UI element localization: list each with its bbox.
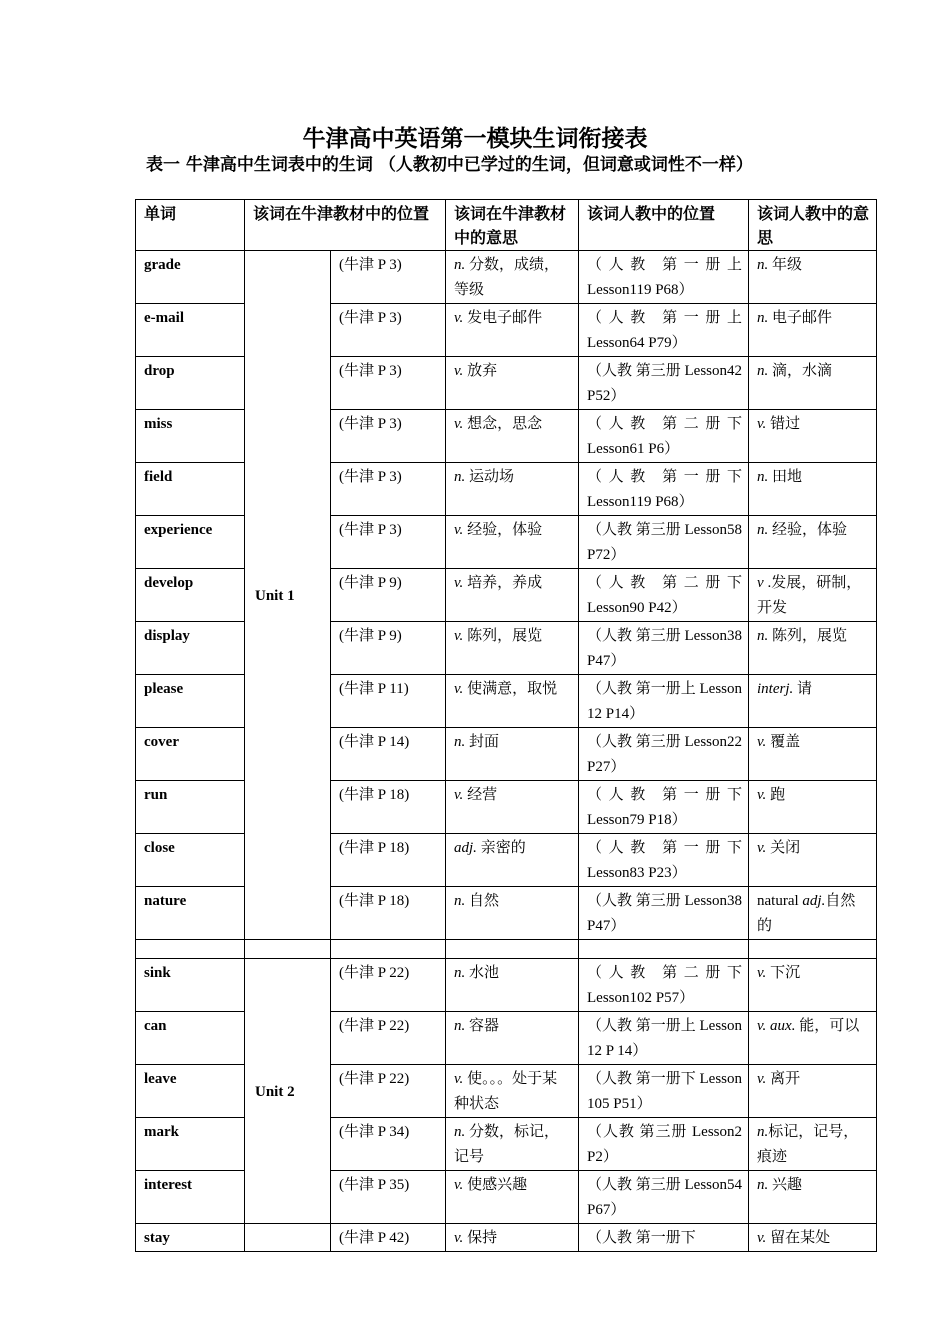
oxford-location-cell: (牛津 P 18) xyxy=(331,834,446,887)
pep-location-cell: （人教 第三册 Lesson54 P67） xyxy=(579,1171,749,1224)
part-of-speech: v. xyxy=(454,575,464,591)
oxford-location-cell: (牛津 P 3) xyxy=(331,251,446,304)
empty-cell xyxy=(579,940,749,959)
pep-meaning-cell xyxy=(749,1118,877,1171)
part-of-speech: n. xyxy=(454,1124,466,1140)
related-word: natural xyxy=(757,893,803,909)
part-of-speech: n. xyxy=(757,257,769,273)
pep-meaning-cell xyxy=(749,251,877,304)
oxford-location-cell: (牛津 P 14) xyxy=(331,728,446,781)
meaning-text: 运动场 xyxy=(465,469,515,485)
word-cell: drop xyxy=(136,357,245,410)
oxford-meaning-cell xyxy=(446,1118,579,1171)
meaning-text: 保持 xyxy=(463,1230,498,1246)
part-of-speech: v. xyxy=(454,522,464,538)
part-of-speech: v. xyxy=(454,681,464,697)
meaning-text: 分数，标记，记号 xyxy=(454,1124,560,1165)
meaning-text: 经验，体验 xyxy=(768,522,848,538)
empty-cell xyxy=(331,940,446,959)
oxford-meaning-cell xyxy=(446,410,579,463)
part-of-speech: n. xyxy=(454,965,466,981)
part-of-speech: adj. xyxy=(802,893,826,909)
meaning-text: 分数，成绩，等级 xyxy=(454,257,560,298)
meaning-text: 放弃 xyxy=(463,363,498,379)
part-of-speech: n. xyxy=(454,1018,466,1034)
part-of-speech: n. xyxy=(454,257,466,273)
table-body xyxy=(136,251,877,1252)
meaning-text: 覆盖 xyxy=(766,734,801,750)
oxford-meaning-cell xyxy=(446,1224,579,1252)
pep-meaning-cell xyxy=(749,781,877,834)
oxford-location-cell: (牛津 P 18) xyxy=(331,887,446,940)
pep-meaning-cell xyxy=(749,728,877,781)
table-row xyxy=(136,1224,877,1252)
part-of-speech: v. xyxy=(454,1177,464,1193)
word-cell: close xyxy=(136,834,245,887)
word-cell: develop xyxy=(136,569,245,622)
pep-location-cell: （人教 第三册 Lesson2 P2） xyxy=(579,1118,749,1171)
part-of-speech: n. xyxy=(757,628,769,644)
oxford-location-cell: (牛津 P 3) xyxy=(331,516,446,569)
word-cell: run xyxy=(136,781,245,834)
oxford-meaning-cell xyxy=(446,463,579,516)
header-pep-meaning: 该词人教中的意思 xyxy=(749,200,877,251)
oxford-meaning-cell xyxy=(446,516,579,569)
pep-location-cell: （人教 第三册 Lesson22 P27） xyxy=(579,728,749,781)
part-of-speech: v xyxy=(757,575,764,591)
part-of-speech: n. xyxy=(757,469,769,485)
meaning-text: 电子邮件 xyxy=(768,310,833,326)
pep-meaning-cell xyxy=(749,622,877,675)
oxford-location-cell: (牛津 P 22) xyxy=(331,959,446,1012)
part-of-speech: v. xyxy=(454,1230,464,1246)
word-cell: miss xyxy=(136,410,245,463)
pep-location-cell: （人教 第三册 Lesson38 P47） xyxy=(579,887,749,940)
oxford-meaning-cell xyxy=(446,357,579,410)
oxford-meaning-cell xyxy=(446,834,579,887)
word-cell: mark xyxy=(136,1118,245,1171)
pep-meaning-cell xyxy=(749,463,877,516)
part-of-speech: v. xyxy=(757,840,767,856)
meaning-text: 亲密的 xyxy=(476,840,526,856)
unit-label xyxy=(245,1224,331,1252)
meaning-text: 容器 xyxy=(465,1018,500,1034)
pep-location-cell: （人教 第一册下 Lesson 105 P51） xyxy=(579,1065,749,1118)
oxford-meaning-cell xyxy=(446,675,579,728)
meaning-text: 标记，记号，痕迹 xyxy=(757,1124,859,1165)
meaning-text: 陈列，展览 xyxy=(768,628,848,644)
pep-location-cell: （人教 第一册上 Lesson64 P79） xyxy=(579,304,749,357)
pep-meaning-cell xyxy=(749,1012,877,1065)
meaning-text: 培养，养成 xyxy=(463,575,543,591)
meaning-text: 自然的 xyxy=(757,893,856,934)
empty-cell xyxy=(749,940,877,959)
pep-meaning-cell xyxy=(749,569,877,622)
pep-location-cell: （人教 第一册上 Lesson 12 P14） xyxy=(579,675,749,728)
part-of-speech: v. xyxy=(454,1071,464,1087)
meaning-text: 封面 xyxy=(465,734,500,750)
pep-location-cell: （人教 第三册 Lesson38 P47） xyxy=(579,622,749,675)
pep-meaning-cell xyxy=(749,516,877,569)
pep-meaning-cell xyxy=(749,304,877,357)
pep-location-cell: （人教 第一册下 Lesson119 P68） xyxy=(579,463,749,516)
meaning-text: 错过 xyxy=(766,416,801,432)
oxford-location-cell: (牛津 P 42) xyxy=(331,1224,446,1252)
pep-location-cell: （人教 第三册 Lesson42 P52） xyxy=(579,357,749,410)
meaning-text: 跑 xyxy=(766,787,786,803)
empty-cell xyxy=(245,940,331,959)
table-header-row xyxy=(136,200,877,251)
table-row xyxy=(136,959,877,1012)
meaning-text: 留在某处 xyxy=(766,1230,831,1246)
part-of-speech: v. xyxy=(757,1230,767,1246)
oxford-meaning-cell xyxy=(446,781,579,834)
word-cell: e-mail xyxy=(136,304,245,357)
pep-location-cell: （人教 第二册下 Lesson102 P57） xyxy=(579,959,749,1012)
page-title: 牛津高中英语第一模块生词衔接表 xyxy=(302,126,648,152)
part-of-speech: n. xyxy=(454,734,466,750)
pep-meaning-cell xyxy=(749,887,877,940)
meaning-text: 水池 xyxy=(465,965,500,981)
part-of-speech: v. xyxy=(757,1071,767,1087)
oxford-location-cell: (牛津 P 22) xyxy=(331,1012,446,1065)
oxford-location-cell: (牛津 P 22) xyxy=(331,1065,446,1118)
header-pep-location: 该词人教中的位置 xyxy=(579,200,749,251)
meaning-text: 发电子邮件 xyxy=(463,310,543,326)
table-caption: 表一 牛津高中生词表中的生词 （人教初中已学过的生词，但词意或词性不一样） xyxy=(146,155,753,175)
oxford-meaning-cell xyxy=(446,251,579,304)
part-of-speech: n. xyxy=(757,1124,769,1140)
pep-location-cell: （人教 第一册下 xyxy=(579,1224,749,1252)
oxford-location-cell: (牛津 P 9) xyxy=(331,569,446,622)
word-cell: can xyxy=(136,1012,245,1065)
oxford-location-cell: (牛津 P 9) xyxy=(331,622,446,675)
meaning-text: 请 xyxy=(793,681,813,697)
meaning-text: 想念，思念 xyxy=(463,416,543,432)
empty-cell xyxy=(446,940,579,959)
word-cell: stay xyxy=(136,1224,245,1252)
word-cell: nature xyxy=(136,887,245,940)
part-of-speech: v. xyxy=(454,628,464,644)
meaning-text: 关闭 xyxy=(766,840,801,856)
pep-location-cell: （人教 第二册下 Lesson90 P42） xyxy=(579,569,749,622)
oxford-location-cell: (牛津 P 11) xyxy=(331,675,446,728)
oxford-meaning-cell xyxy=(446,304,579,357)
part-of-speech: v. xyxy=(757,787,767,803)
oxford-meaning-cell xyxy=(446,1065,579,1118)
pep-location-cell: （人教 第一册下 Lesson79 P18） xyxy=(579,781,749,834)
part-of-speech: v. aux. xyxy=(757,1018,796,1034)
part-of-speech: v. xyxy=(757,416,767,432)
part-of-speech: n. xyxy=(454,469,466,485)
part-of-speech: n. xyxy=(757,310,769,326)
pep-location-cell: （人教 第三册 Lesson58 P72） xyxy=(579,516,749,569)
oxford-meaning-cell xyxy=(446,959,579,1012)
meaning-text: 滴，水滴 xyxy=(768,363,833,379)
meaning-text: 自然 xyxy=(465,893,500,909)
part-of-speech: adj. xyxy=(454,840,477,856)
meaning-text: 使满意，取悦 xyxy=(463,681,558,697)
pep-meaning-cell xyxy=(749,675,877,728)
oxford-meaning-cell xyxy=(446,622,579,675)
table-row xyxy=(136,251,877,304)
header-word: 单词 xyxy=(136,200,245,251)
oxford-location-cell: (牛津 P 18) xyxy=(331,781,446,834)
meaning-text: 经营 xyxy=(463,787,498,803)
meaning-text: 陈列，展览 xyxy=(463,628,543,644)
meaning-text: 经验，体验 xyxy=(463,522,543,538)
pep-meaning-cell xyxy=(749,1065,877,1118)
oxford-location-cell: (牛津 P 3) xyxy=(331,304,446,357)
header-oxford-location: 该词在牛津教材中的位置 xyxy=(245,200,446,251)
empty-cell xyxy=(136,940,245,959)
pep-location-cell: （人教 第一册上 Lesson119 P68） xyxy=(579,251,749,304)
part-of-speech: v. xyxy=(454,363,464,379)
word-cell: grade xyxy=(136,251,245,304)
word-cell: sink xyxy=(136,959,245,1012)
meaning-text: 使感兴趣 xyxy=(463,1177,528,1193)
unit-label: Unit 1 xyxy=(245,251,331,940)
word-cell: field xyxy=(136,463,245,516)
oxford-location-cell: (牛津 P 3) xyxy=(331,463,446,516)
word-cell: display xyxy=(136,622,245,675)
pep-meaning-cell xyxy=(749,834,877,887)
word-cell: experience xyxy=(136,516,245,569)
meaning-text: 能，可以 xyxy=(795,1018,860,1034)
meaning-text: 兴趣 xyxy=(768,1177,803,1193)
part-of-speech: v. xyxy=(454,416,464,432)
pep-meaning-cell xyxy=(749,410,877,463)
part-of-speech: v. xyxy=(757,734,767,750)
pep-location-cell: （人教 第一册下 Lesson83 P23） xyxy=(579,834,749,887)
empty-row xyxy=(136,940,877,959)
pep-meaning-cell xyxy=(749,959,877,1012)
oxford-meaning-cell xyxy=(446,887,579,940)
oxford-meaning-cell xyxy=(446,1012,579,1065)
part-of-speech: n. xyxy=(757,363,769,379)
oxford-location-cell: (牛津 P 3) xyxy=(331,410,446,463)
meaning-text: 田地 xyxy=(768,469,803,485)
part-of-speech: interj. xyxy=(757,681,794,697)
part-of-speech: v. xyxy=(454,310,464,326)
oxford-meaning-cell xyxy=(446,1171,579,1224)
meaning-text: 下沉 xyxy=(766,965,801,981)
oxford-meaning-cell xyxy=(446,728,579,781)
meaning-text: 使。。。处于某种状态 xyxy=(454,1071,558,1112)
part-of-speech: n. xyxy=(757,522,769,538)
pep-meaning-cell xyxy=(749,357,877,410)
vocabulary-table xyxy=(135,199,877,1252)
unit-label: Unit 2 xyxy=(245,959,331,1224)
pep-location-cell: （人教 第一册上 Lesson 12 P 14） xyxy=(579,1012,749,1065)
part-of-speech: n. xyxy=(454,893,466,909)
word-cell: leave xyxy=(136,1065,245,1118)
pep-meaning-cell xyxy=(749,1224,877,1252)
pep-location-cell: （人教 第二册下 Lesson61 P6） xyxy=(579,410,749,463)
meaning-text: 离开 xyxy=(766,1071,801,1087)
header-oxford-meaning: 该词在牛津教材中的意思 xyxy=(446,200,579,251)
pep-meaning-cell xyxy=(749,1171,877,1224)
word-cell: interest xyxy=(136,1171,245,1224)
part-of-speech: v. xyxy=(757,965,767,981)
word-cell: please xyxy=(136,675,245,728)
oxford-location-cell: (牛津 P 34) xyxy=(331,1118,446,1171)
oxford-location-cell: (牛津 P 35) xyxy=(331,1171,446,1224)
oxford-meaning-cell xyxy=(446,569,579,622)
part-of-speech: n. xyxy=(757,1177,769,1193)
oxford-location-cell: (牛津 P 3) xyxy=(331,357,446,410)
part-of-speech: v. xyxy=(454,787,464,803)
meaning-text: .发展，研制，开发 xyxy=(757,575,862,616)
meaning-text: 年级 xyxy=(768,257,803,273)
word-cell: cover xyxy=(136,728,245,781)
